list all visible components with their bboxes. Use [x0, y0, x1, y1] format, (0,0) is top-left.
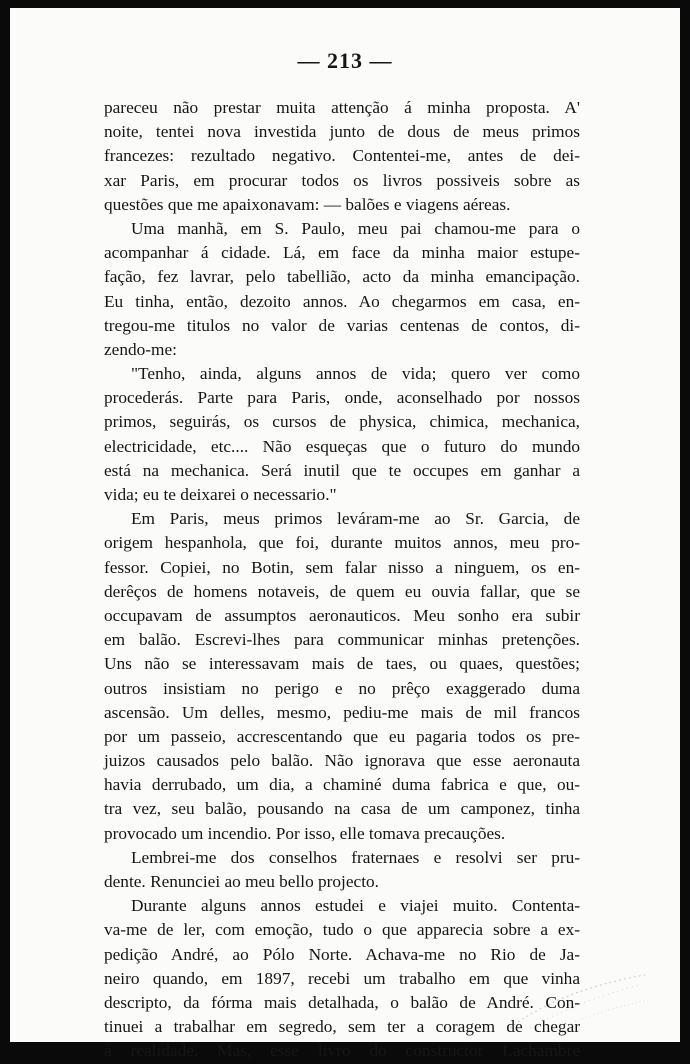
text-line: pedição André, ao Pólo Norte. Achava-me no Rio de Ja-	[104, 944, 580, 964]
text-line: provocado um incendio. Por isso, elle tomava precauções.	[104, 823, 506, 843]
text-line: primos, seguirás, os cursos de physica, chimica, mechanica,	[104, 412, 580, 432]
text-line: outros insistiam no perigo e no prêço exaggerado duma	[104, 678, 580, 698]
text-line: juizos causados pelo balão. Não ignorava que esse aeronauta	[104, 751, 580, 771]
text-line: acompanhar á cidade. Lá, em face da minha maior estupe-	[104, 243, 580, 263]
text-line: em balão. Escrevi-lhes para communicar minhas pretenções.	[104, 630, 580, 650]
text-line: va-me de ler, com emoção, tudo o que apparecia sobre a ex-	[104, 920, 580, 940]
text-line: fessor. Copiei, no Botin, sem falar nisso a ninguem, os en-	[104, 557, 580, 577]
text-line: questões que me apaixonavam: — balões e viagens aéreas.	[104, 194, 511, 214]
text-line: noite, tentei nova investida junto de dous de meus primos	[104, 122, 580, 142]
text-line: pareceu não prestar muita attenção á minha proposta. A'	[104, 98, 580, 117]
text-line: Em Paris, meus primos leváram-me ao Sr. Garcia, de	[131, 509, 580, 529]
text-line: por um passeio, accrescentando que eu pagaria todos os pre-	[104, 726, 580, 746]
text-line: tregou-me titulos no valor de varias centenas de contos, di-	[104, 315, 580, 335]
text-line: Eu tinha, então, dezoito annos. Ao chegarmos em casa, en-	[104, 291, 580, 311]
text-line: "Tenho, ainda, alguns annos de vida; quero ver como	[131, 364, 580, 384]
text-line: tinuei a trabalhar em segredo, sem ter a coragem de chegar	[104, 1017, 580, 1037]
text-line: xar Paris, em procurar todos os livros possiveis sobre as	[104, 170, 580, 190]
text-line: origem hespanhola, que foi, durante muitos annos, meu pro-	[104, 533, 580, 553]
text-line: Lembrei-me dos conselhos fraternaes e resolvi ser pru-	[131, 847, 580, 867]
text-line: á realidade. Mas, esse livro do constructor Lachambre	[104, 1041, 580, 1061]
text-line: zendo-me:	[104, 339, 177, 359]
text-line: Uns não se interessavam mais de taes, ou quaes, questões;	[104, 654, 580, 674]
text-line: occupavam de assumptos aeronauticos. Meu sonho era subir	[104, 605, 580, 625]
text-line: tra vez, seu balão, pousando na casa de um camponez, tinha	[104, 799, 580, 819]
paper-stain	[500, 970, 650, 1030]
text-line: fação, fez lavrar, pelo tabellião, acto da minha emancipação.	[104, 267, 580, 287]
page-number: — 213 —	[297, 48, 393, 73]
body-text	[104, 96, 580, 1064]
text-line: está na mechanica. Será inutil que te occupes em ganhar a	[104, 460, 580, 480]
text-line: derêços de homens notaveis, de quem eu ouvia fallar, que se	[104, 581, 580, 601]
book-page	[10, 8, 680, 1061]
text-line: havia derrubado, um dia, a chaminé duma fabrica e que, ou-	[104, 775, 580, 795]
text-line: ascensão. Um delles, mesmo, pediu-me mais de mil francos	[104, 702, 580, 722]
text-line: Durante alguns annos estudei e viajei muito. Contenta-	[131, 896, 580, 916]
text-line: descripto, da fórma mais detalhada, o balão de André. Con-	[104, 992, 580, 1012]
text-line: dente. Renunciei ao meu bello projecto.	[104, 872, 379, 891]
text-line: vida; eu te deixarei o necessario."	[104, 485, 337, 504]
text-line: electricidade, etc.... Não esqueças que o futuro do mundo	[104, 436, 580, 456]
text-line: procederás. Parte para Paris, onde, aconselhado por nossos	[104, 388, 580, 408]
text-line: Uma manhã, em S. Paulo, meu pai chamou-me para o	[131, 218, 580, 238]
text-line: francezes: rezultado negativo. Contentei-me, antes de dei-	[104, 146, 580, 166]
text-line: neiro quando, em 1897, recebi um trabalho em que vinha	[104, 968, 580, 988]
